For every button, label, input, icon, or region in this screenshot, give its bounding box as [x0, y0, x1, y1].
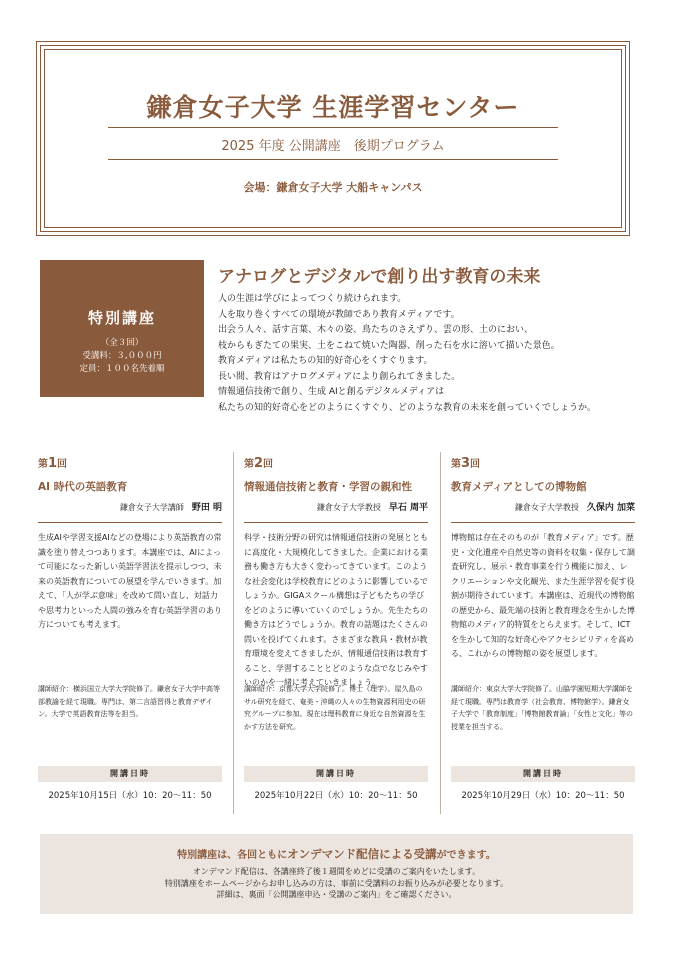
lecturer-profile: 講師紹介：東京大学大学院修了。山脇学園短期大学講師を経て現職。専門は教育学（社会教育、博物館学）。鎌倉女子大学で「教育制度」「博物館教育論」「女性と文化」等の授業を担当する。	[451, 685, 633, 731]
lecture-description: 生成AIや学習支援AIなどの登場により英語教育の常識を塗り替えつつあります。本講座では、AIによって可能になった新しい英語学習法を提示しつつ、未来の英語教育についての展望を学んでいきます。加えて、「人が学ぶ意味」を改めて問い直し、対話力や思考力といった人間の強みを育む英語学習のあり方についても考えます。	[38, 533, 222, 629]
special-sessions: （全３回）	[100, 338, 144, 348]
header-rule-top	[108, 127, 558, 128]
ondemand-heading: 特別講座は、各回ともにオンデマンド配信による受講ができます。	[177, 847, 496, 861]
lecture-number: 第1回	[38, 456, 68, 471]
special-lecture-box	[40, 260, 204, 397]
lecture-description: 博物館は存在そのものが「教育メディア」です。歴史・文化遺産や自然史等の資料を収集・保存して調査研究し、展示・教育事業を行う機能に加え、レクリエーションや文化観光、また生涯学習を促す役割が期待されています。本講座は、近現代の博物館の歴史から、最先端の技術と教育理念を生かした博物館のメディア的特質をとらえます。そして、ICTを生かして知的な好奇心やアクセシビリティを高める、これからの博物館の姿を展望します。	[451, 533, 635, 658]
lecture-number: 第2回	[244, 456, 274, 471]
special-lecture-title: 特別講座	[87, 309, 156, 327]
intro-line: 情報通信技術で創り、生成 AIと創るデジタルメディアは	[218, 387, 445, 397]
special-fee: 受講料：３,０００円	[82, 351, 162, 361]
date-heading: 開講日時	[244, 766, 428, 782]
ondemand-notice	[40, 834, 633, 914]
lecturer: 鎌倉女子大学講師 野田 明	[119, 503, 222, 513]
lecture-number: 第3回	[451, 456, 481, 471]
intro-title: アナログとデジタルで創り出す教育の未来	[218, 267, 541, 287]
lecture-1	[38, 455, 222, 801]
intro-line: 枝からもぎたての果実、土をこねて焼いた陶器、削った石を水に溶いて描いた景色。	[218, 340, 560, 351]
intro-line: 私たちの知的好奇心をどのようにくすぐり、どのような教育の未来を創っていくでしょうか。	[218, 402, 597, 413]
intro-body	[218, 292, 596, 416]
intro-line: 人を取り巻くすべての環境が教師であり教育メディアです。	[218, 309, 460, 320]
lecture-rule	[38, 522, 222, 523]
lecture-date: 2025年10月15日（水）10：20～11：50	[48, 791, 212, 801]
ondemand-line: 特別講座をホームページからお申し込みの方は、事前に受講料のお振り込みが必要となります。	[164, 878, 509, 888]
intro-line: 人の生涯は学びによってつくり続けられます。	[218, 294, 407, 304]
lecture-title: 情報通信技術と教育・学習の親和性	[244, 481, 412, 493]
special-capacity: 定員：１００名先着順	[79, 364, 165, 374]
page-title: 鎌倉女子大学 生涯学習センター	[146, 93, 520, 122]
intro-line: 出会う人々、話す言葉、木々の姿、鳥たちのさえずり、雲の形、土のにおい、	[218, 325, 534, 335]
lecturer: 鎌倉女子大学教授 久保内 加菜	[514, 503, 635, 513]
lecture-2	[244, 455, 428, 801]
date-heading: 開講日時	[451, 766, 635, 782]
lecture-date: 2025年10月29日（水）10：20～11：50	[461, 791, 625, 801]
header-rule-bottom	[108, 159, 558, 160]
lecture-title: AI 時代の英語教育	[38, 481, 128, 493]
lecturer-profile: 講師紹介：横浜国立大学大学院修了。鎌倉女子大学中高等部教諭を経て現職。専門は、第二言語習得と教育デザイン。大学で英語教育法等を担当。	[38, 685, 220, 718]
lecture-description: 科学・技術分野の研究は情報通信技術の発展とともに高度化・大規模化してきました。企業における業務も働き方も大きく変わってきています。このような社会変化は学校教育にどのように影響しているでしょうか。GIGAスクール構想は子どもたちの学びをどのように導いていくのでしょうか。先生たちの働き方はどうでしょうか。教育の話題はたくさんの問いを投げてくれます。さまざまな教具・教材が教育環境を変えてきましたが、情報通信技術は教育すること、学習することとどのような点でなじみやすいのかを一緒に考えていきましょう。	[244, 533, 428, 687]
lecture-date: 2025年10月22日（水）10：20～11：50	[254, 791, 418, 801]
ondemand-line: オンデマンド配信は、各講座終了後１週間をめどに受講のご案内をいたします。	[192, 867, 481, 876]
intro-line: 教育メディアは私たちの知的好奇心をくすぐります。	[218, 356, 433, 366]
lecture-rule	[244, 522, 428, 523]
lecture-title: 教育メディアとしての博物館	[451, 481, 587, 493]
lecturer-profile: 講師紹介：京都大学大学院修了。博士（理学）。屋久島のサル研究を経て、奄美・沖縄の人々の生物資源利用史の研究グループに参加。現在は理科教育に身近な自然資源を生かす方法を研究。	[244, 685, 426, 731]
column-divider	[233, 452, 234, 814]
venue: 会場：鎌倉女子大学 大船キャンパス	[243, 181, 423, 194]
date-heading: 開講日時	[38, 766, 222, 782]
lecture-3	[451, 455, 635, 801]
intro-line: 長い間、教育はアナログメディアにより創られてきました。	[218, 371, 461, 382]
lecturer: 鎌倉女子大学教授 早石 周平	[316, 503, 428, 513]
column-divider	[440, 452, 441, 814]
lecture-rule	[451, 522, 635, 523]
ondemand-line: 詳細は、裏面「公開講座申込・受講のご案内」をご確認ください。	[216, 890, 457, 899]
program-subtitle: 2025 年度 公開講座 後期プログラム	[221, 139, 445, 154]
